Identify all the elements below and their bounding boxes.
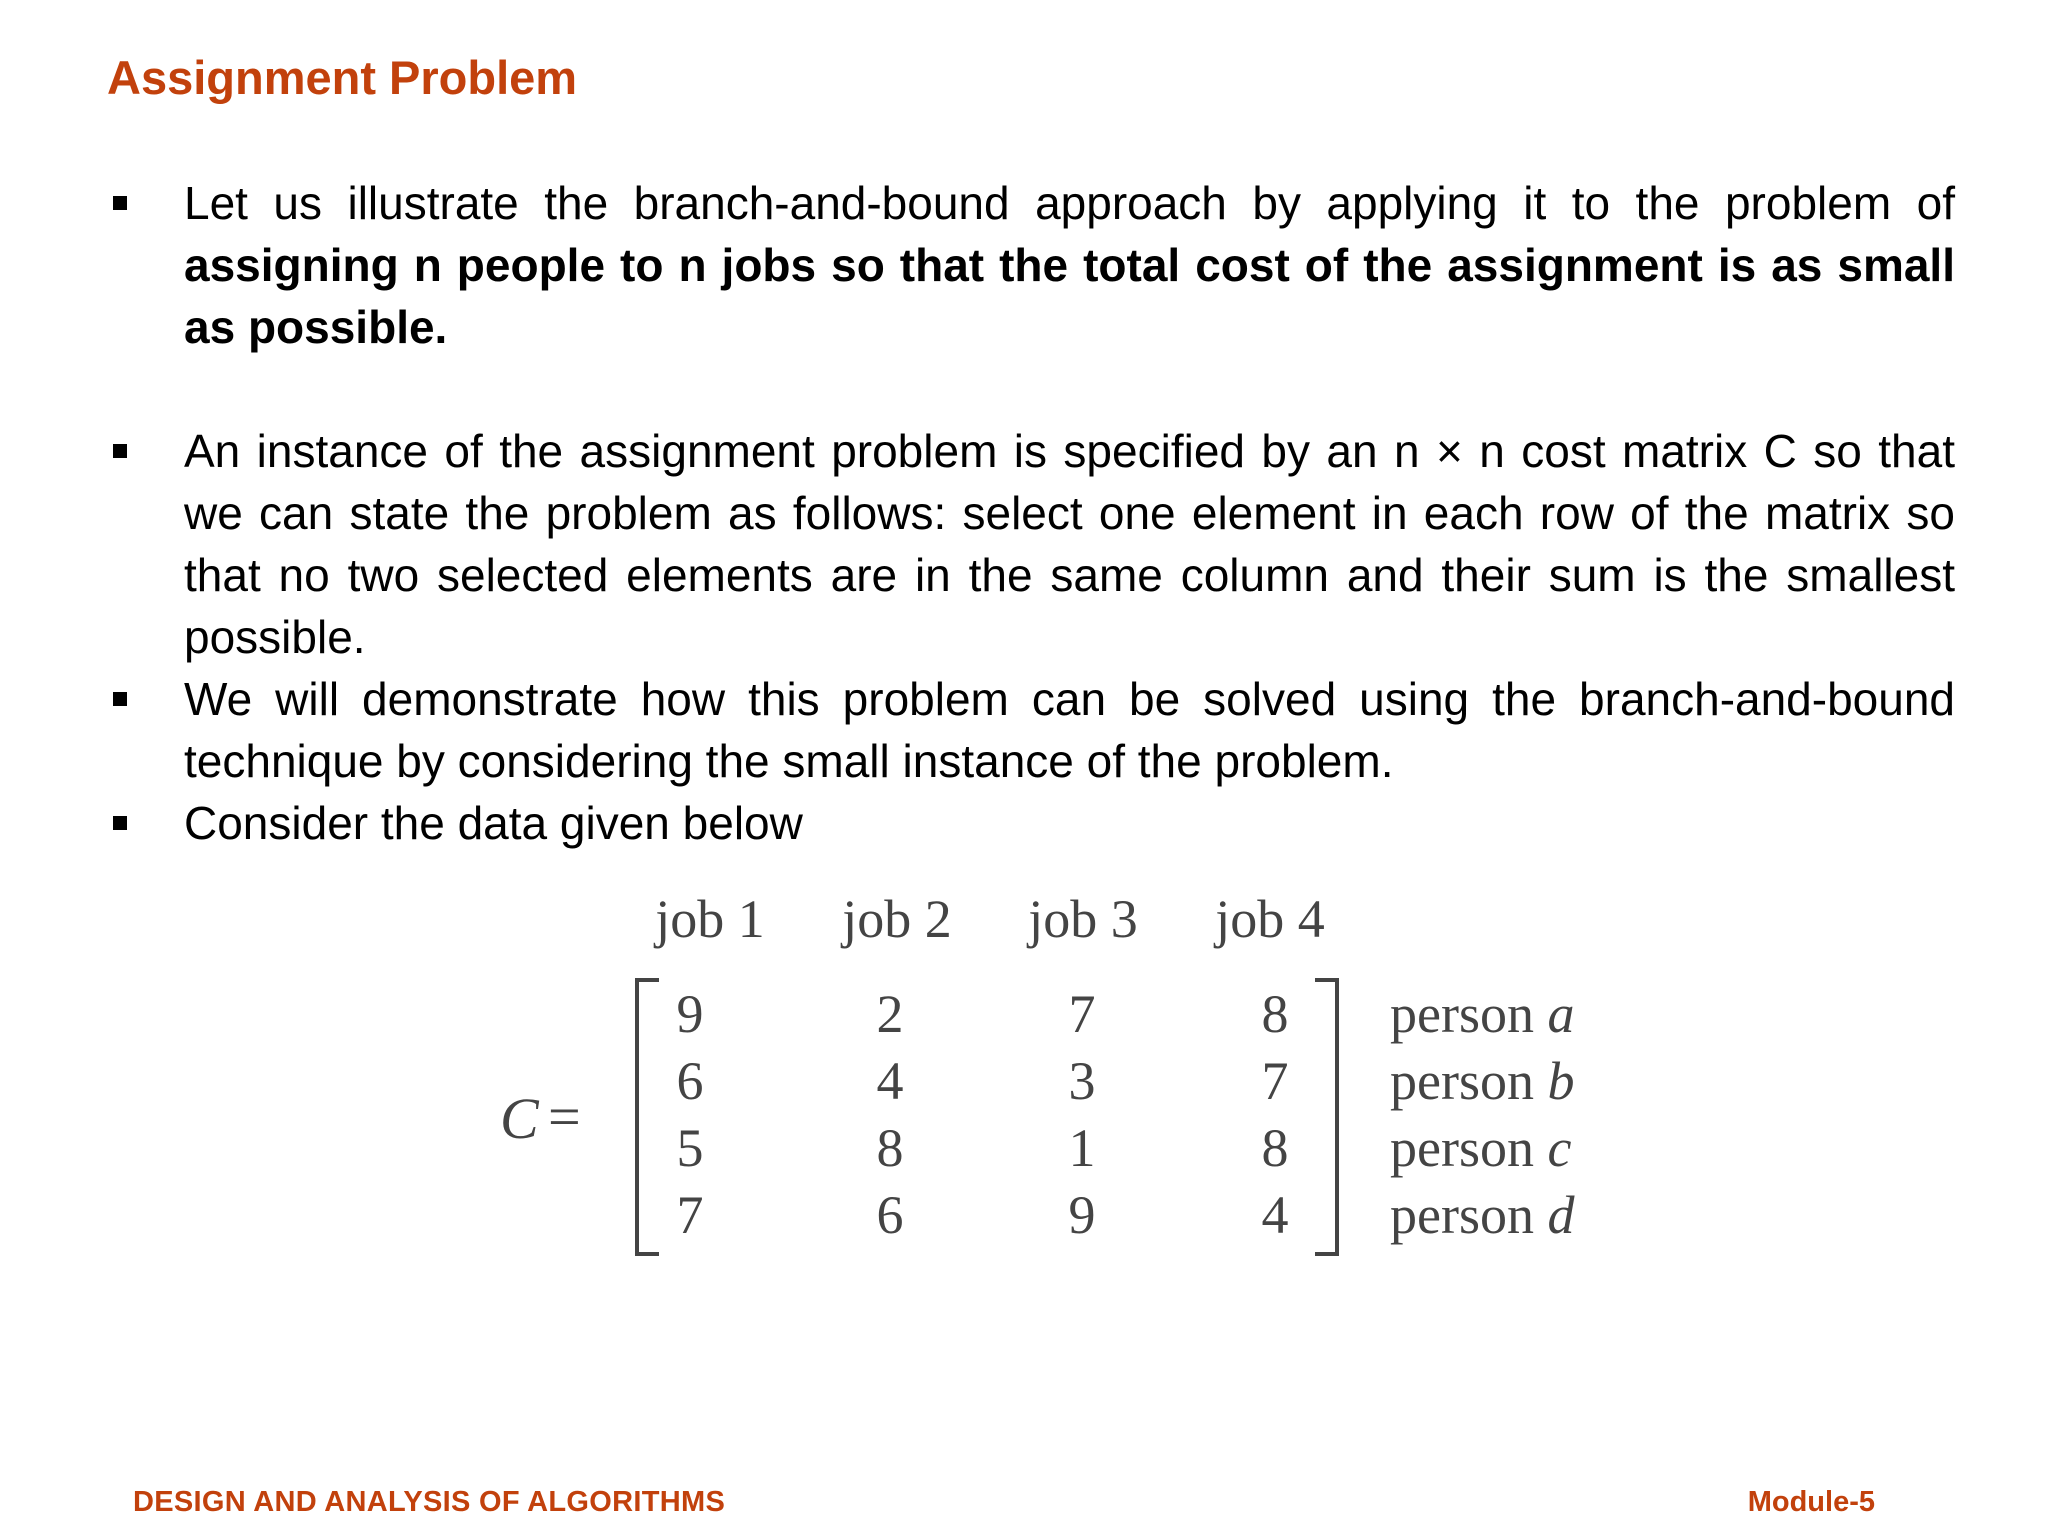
bullet-text: Consider the data given below: [184, 797, 803, 849]
person-label: [1390, 1050, 1574, 1112]
equals-sign: =: [548, 1084, 581, 1149]
footer-module-label: Module-5: [1747, 1486, 1875, 1518]
person-letter: a: [1547, 984, 1575, 1044]
square-bullet-icon: [113, 196, 127, 210]
matrix-cell: 6: [676, 1051, 704, 1111]
matrix-cell: 6: [876, 1185, 904, 1245]
bullet-item: [107, 420, 1955, 668]
person-label: [1390, 983, 1574, 1045]
bullet-text: Let us illustrate the branch-and-bound approach by applying it to the problem of: [184, 177, 1955, 229]
bullet-item: [107, 668, 1955, 792]
matrix-cell: 7: [676, 1185, 704, 1245]
square-bullet-icon: [113, 692, 127, 706]
matrix-cell: 9: [1068, 1185, 1096, 1245]
bullet-text: An instance of the assignment problem is specified by an n × n cost matrix C so that we can state the problem as follows: select one element in each row of the matrix so that no two selected elements are in the same column and their sum is the smallest possible.: [184, 425, 1955, 663]
person-letter: b: [1547, 1051, 1575, 1111]
matrix-cell: 9: [676, 984, 704, 1044]
person-label-prefix: person: [1390, 1118, 1534, 1178]
matrix-cell: 5: [676, 1118, 704, 1178]
bullet-list: [107, 172, 1955, 854]
cost-matrix-figure: [500, 880, 1650, 1280]
square-bullet-icon: [113, 444, 127, 458]
matrix-cell: 1: [1068, 1118, 1096, 1178]
square-bullet-icon: [113, 816, 127, 830]
slide-title: Assignment Problem: [107, 51, 578, 104]
person-letter: c: [1547, 1118, 1572, 1178]
person-label-prefix: person: [1390, 1051, 1534, 1111]
matrix-cell: 4: [1261, 1185, 1289, 1245]
person-label-prefix: person: [1390, 1185, 1534, 1245]
footer-course-title: DESIGN AND ANALYSIS OF ALGORITHMS: [133, 1486, 726, 1518]
person-letter: d: [1547, 1185, 1575, 1245]
job-header: job 2: [842, 889, 952, 949]
matrix-cell: 4: [876, 1051, 904, 1111]
right-bracket: [1315, 978, 1339, 1256]
person-label: [1390, 1117, 1571, 1179]
matrix-cell: 7: [1261, 1051, 1289, 1111]
matrix-cell: 8: [1261, 1118, 1289, 1178]
matrix-name: C: [500, 1086, 539, 1151]
bullet-item: [107, 172, 1955, 358]
bullet-item: [107, 792, 1955, 854]
job-header: job 3: [1028, 889, 1138, 949]
person-label: [1390, 1184, 1574, 1246]
job-header: job 4: [1215, 889, 1325, 949]
matrix-cell: 7: [1068, 984, 1096, 1044]
matrix-cell: 8: [1261, 984, 1289, 1044]
job-header: job 1: [655, 889, 765, 949]
matrix-cell: 2: [876, 984, 904, 1044]
person-label-prefix: person: [1390, 984, 1534, 1044]
matrix-cell: 3: [1068, 1051, 1096, 1111]
bullet-text-bold: assigning n people to n jobs so that the total cost of the assignment is as small as possible.: [184, 239, 1955, 353]
bullet-text: We will demonstrate how this problem can be solved using the branch-and-bound technique by considering the small instance of the problem.: [184, 673, 1955, 787]
matrix-cell: 8: [876, 1118, 904, 1178]
